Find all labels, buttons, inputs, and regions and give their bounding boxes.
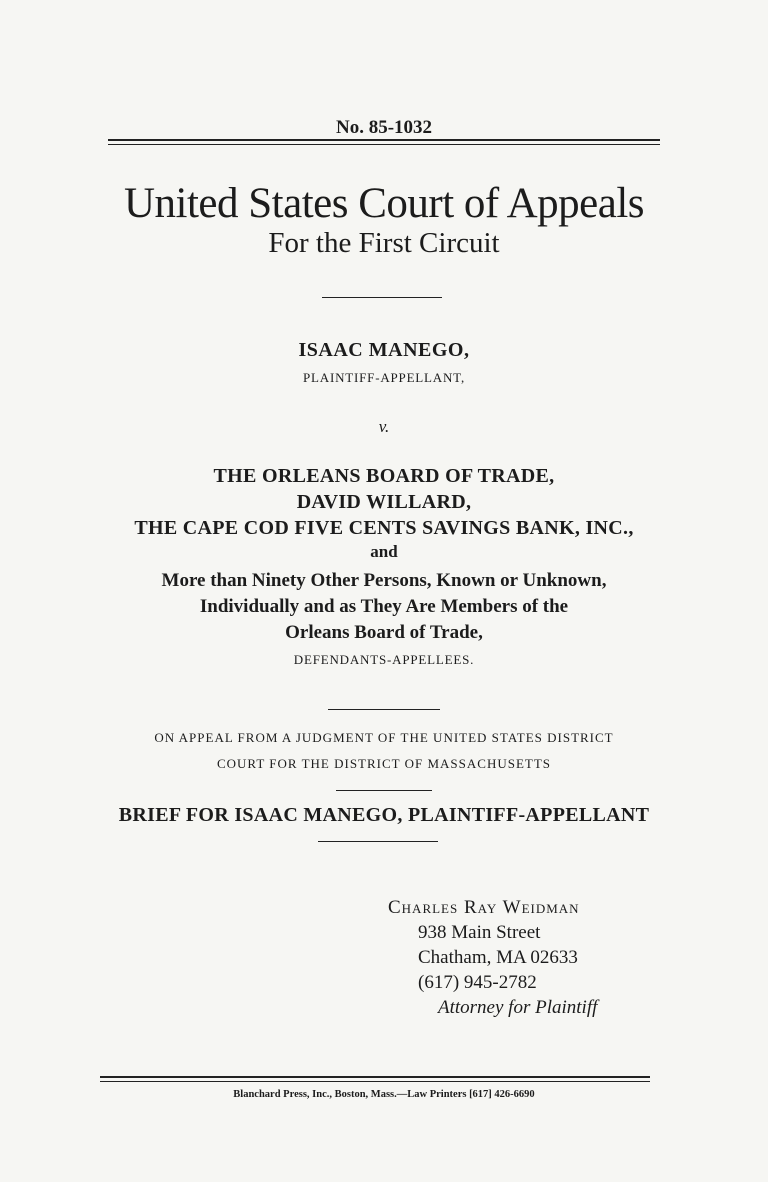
counsel-block [388,895,597,1020]
plaintiff-name: ISAAC MANEGO, [298,339,470,361]
defendant-line: More than Ninety Other Persons, Known or Unknown, [161,570,607,591]
printer-credit: Blanchard Press, Inc., Boston, Mass.—Law Printers [617] 426-6690 [233,1089,535,1100]
docket-rule-top [108,139,660,141]
footer-rule-top [100,1076,650,1078]
docket-number: No. 85-1032 [335,117,433,138]
appeal-line-2: COURT FOR THE DISTRICT OF MASSACHUSETTS [216,756,552,771]
counsel-title: Attorney for Plaintiff [438,997,598,1018]
defendant-and: and [370,542,398,561]
counsel-name: Charles Ray Weidman [388,897,580,918]
divider-1 [322,297,442,298]
footer-rule-bottom [100,1081,650,1082]
defendant-line: Individually and as They Are Members of the [199,596,569,617]
brief-title: BRIEF FOR ISAAC MANEGO, PLAINTIFF-APPELLANT [118,804,650,826]
defendant-line: Orleans Board of Trade, [285,622,483,643]
appeal-line-1: ON APPEAL FROM A JUDGMENT OF THE UNITED STATES DISTRICT [154,730,614,745]
defendant-line: DAVID WILLARD, [296,491,472,513]
counsel-street: 938 Main Street [418,922,541,943]
counsel-city: Chatham, MA 02633 [418,947,578,968]
divider-3 [336,790,432,791]
docket-rule-bottom [108,144,660,145]
divider-4 [318,841,438,842]
plaintiff-role: PLAINTIFF-APPELLANT, [302,370,465,385]
counsel-phone: (617) 945-2782 [418,972,537,993]
defendant-line: THE CAPE COD FIVE CENTS SAVINGS BANK, INC., [134,517,634,539]
versus-label: v. [378,417,390,436]
court-name: United States Court of Appeals [123,180,645,227]
divider-2 [328,709,440,710]
defendant-line: THE ORLEANS BOARD OF TRADE, [213,465,555,487]
court-circuit: For the First Circuit [268,227,500,259]
defendants-role: DEFENDANTS-APPELLEES. [293,652,475,667]
